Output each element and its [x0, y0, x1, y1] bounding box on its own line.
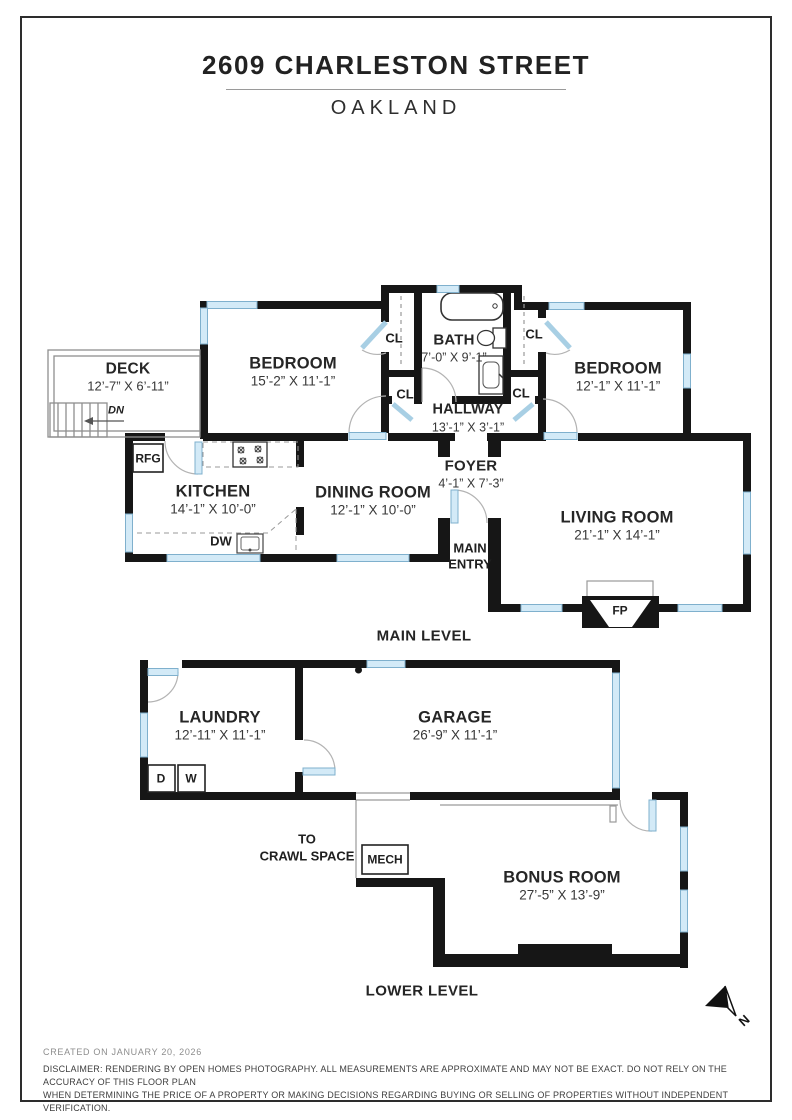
- room-label-dining: DINING ROOM 12’-1” X 10’-0”: [315, 483, 431, 518]
- room-label-bonus: BONUS ROOM 27’-5” X 13’-9”: [503, 868, 621, 903]
- dryer-label: D: [156, 771, 166, 786]
- room-label-bath: BATH 7’-0” X 9’-1”: [421, 331, 487, 365]
- lower-level-walls: [140, 660, 688, 968]
- created-date: CREATED ON JANUARY 20, 2026: [43, 1047, 202, 1057]
- door-arcs-lower: [148, 672, 652, 831]
- closet-label-3: CL: [525, 326, 543, 342]
- down-label: DN: [108, 404, 124, 417]
- room-label-bedroom1: BEDROOM 15’-2” X 11’-1”: [249, 354, 337, 389]
- property-address: 2609 CHARLESTON STREET: [202, 50, 590, 80]
- disclaimer-line-2: WHEN DETERMINING THE PRICE OF A PROPERTY OR MAKING DECISIONS REGARDING BUYING OR SELLING OF PROPERTIES WITHOUT INDEPENDENT VERIFICATION.: [43, 1090, 728, 1113]
- footer: [43, 1047, 746, 1115]
- main-entry-label-2: ENTRY: [448, 556, 492, 572]
- room-label-kitchen: KITCHEN 14’-1” X 10’-0”: [170, 482, 256, 517]
- lower-level-title: LOWER LEVEL: [365, 982, 479, 1000]
- room-label-bedroom2: BEDROOM 12’-1” X 11’-1”: [574, 359, 662, 394]
- closet-label-2: CL: [396, 386, 414, 402]
- room-label-laundry: LAUNDRY 12’-11” X 11’-1”: [174, 708, 266, 743]
- main-level-title: MAIN LEVEL: [376, 627, 472, 645]
- room-label-hallway: HALLWAY 13’-1” X 3’-1”: [431, 401, 505, 435]
- bedroom1-door-leaf: [349, 433, 386, 440]
- wall-dot: [355, 667, 362, 674]
- laundry-door-leaf: [148, 669, 178, 676]
- washer-label: W: [185, 771, 197, 786]
- fireplace-label: FP: [612, 603, 628, 618]
- bonus-door-leaf: [649, 800, 656, 831]
- bathtub-icon: [441, 293, 503, 320]
- deck-door-leaf: [195, 442, 202, 474]
- stove-icon: [233, 442, 267, 467]
- kitchen-sink-icon: [237, 534, 263, 553]
- garage-door-leaf: [303, 768, 335, 775]
- room-label-deck: DECK 12’-7” X 6’-11”: [87, 360, 169, 394]
- door-jamb: [610, 806, 616, 822]
- closet-label-4: CL: [512, 385, 530, 401]
- room-label-foyer: FOYER 4’-1” X 7’-3”: [438, 457, 504, 491]
- closet-label-1: CL: [385, 330, 403, 346]
- north-arrow-icon: [705, 986, 753, 1029]
- room-label-garage: GARAGE 26’-9” X 11’-1”: [412, 708, 498, 743]
- refrigerator-label: RFG: [135, 451, 161, 466]
- north-label: N: [735, 1011, 753, 1030]
- disclaimer-line-1: DISCLAIMER: RENDERING BY OPEN HOMES PHOTOGRAPHY. ALL MEASUREMENTS ARE APPROXIMATE AND MAY NOT BE EXACT. DO NOT RELY ON THE ACCURACY OF THIS FLOOR PLAN: [43, 1064, 727, 1087]
- dishwasher-label: DW: [210, 533, 232, 549]
- main-entry-label-1: MAIN: [453, 540, 487, 556]
- room-label-living: LIVING ROOM 21’-1” X 14’-1”: [560, 508, 674, 543]
- crawl-space-label-1: TO: [298, 831, 316, 847]
- entry-door-leaf: [451, 490, 458, 523]
- bedroom2-door-leaf: [544, 433, 577, 440]
- mechanical-label: MECH: [367, 852, 403, 867]
- property-city: OAKLAND: [330, 97, 462, 119]
- crawl-space-label-2: CRAWL SPACE: [259, 848, 355, 864]
